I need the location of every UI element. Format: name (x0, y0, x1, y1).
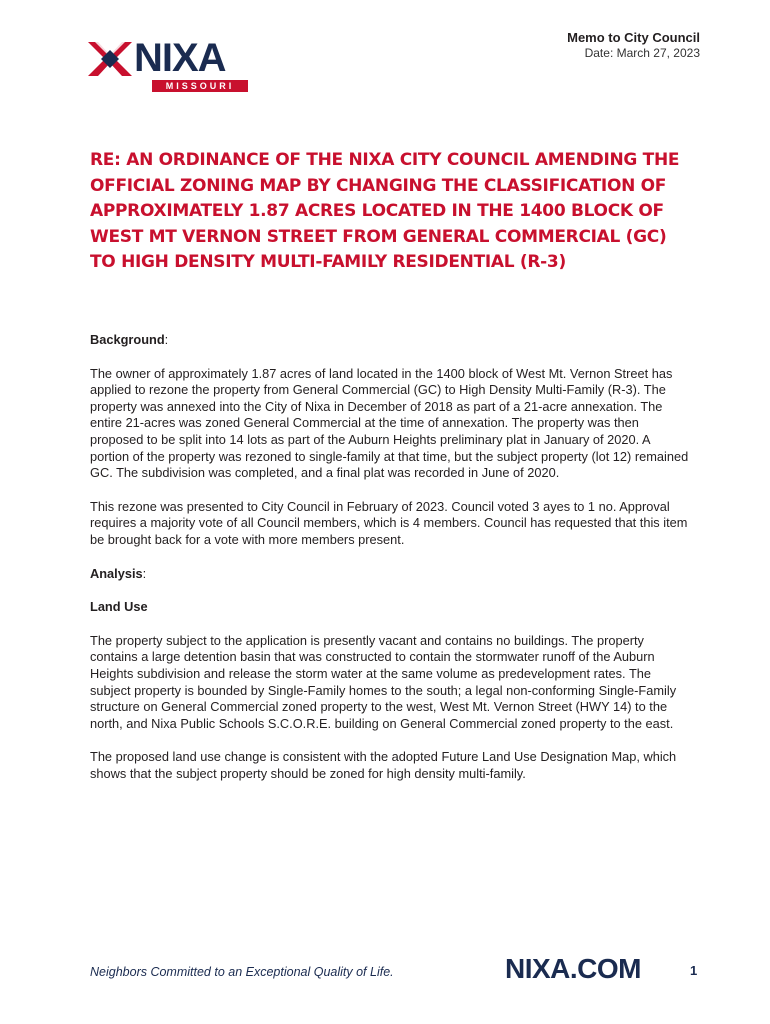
background-paragraph-1: The owner of approximately 1.87 acres of land located in the 1400 block of West Mt. Vernon Street has applied to rezone the property from General Commercial (GC) to High Density Multi-Family (R-3). The property was annexed into the City of Nixa in December of 2018 as part of a 21-acre annexation. The entire 21-acres was zoned General Commercial at the time of annexation. The property was then proposed to be split into 14 lots as part of the Auburn Heights preliminary plat in January of 2020. A portion of the property was rezoned to single-family at that time, but the subject property (lot 12) remained GC. The subdivision was completed, and a final plat was recorded in June of 2020. (90, 365, 689, 481)
logo-subtitle: MISSOURI (152, 80, 248, 92)
memo-title: Memo to City Council (567, 30, 700, 45)
analysis-heading-text: Analysis (90, 565, 143, 581)
logo-wordmark: NIXA (134, 36, 226, 80)
analysis-heading: Analysis: (90, 565, 147, 581)
page-number: 1 (690, 963, 698, 978)
memo-date: Date: March 27, 2023 (584, 46, 700, 60)
land-use-heading: Land Use (90, 599, 148, 615)
background-heading-text: Background (90, 332, 165, 347)
nixa-x-mark-icon (88, 38, 132, 78)
background-paragraph-2: This rezone was presented to City Council in February of 2023. Council voted 3 ayes to 1 no. Approval requires a majority vote of all Council members, which is 4 members. Council has requested that this item be brought back for a vote with more members present. (90, 498, 688, 547)
footer-tagline: Neighbors Committed to an Exceptional Quality of Life. (90, 965, 394, 979)
land-use-paragraph-2: The proposed land use change is consistent with the adopted Future Land Use Designation Map, which shows that the subject property should be zoned for high density multi-family. (90, 749, 677, 781)
memo-header (567, 30, 700, 61)
background-heading: Background: (90, 332, 169, 347)
ordinance-title: RE: AN ORDINANCE OF THE NIXA CITY COUNCIL AMENDING THE OFFICIAL ZONING MAP BY CHANGING THE CLASSIFICATION OF APPROXIMATELY 1.87 ACRES LOCATED IN THE 1400 BLOCK OF WEST MT VERNON STREET FROM GENERAL COMMERCIAL (GC) TO HIGH DENSITY MULTI-FAMILY RESIDENTIAL (R-3) (90, 150, 680, 272)
memo-body (90, 332, 690, 799)
land-use-paragraph-1: The property subject to the application is presently vacant and contains no buildings. The property contains a large detention basin that was constructed to contain the stormwater runoff of the Auburn Heights subdivision and release the storm water at the same volume as predevelopment rates. The subject property is bounded by Single-Family homes to the south; a legal non-conforming Single-Family structure on General Commercial zoned property to the west, West Mt. Vernon Street (HWY 14) to the north, and Nixa Public Schools S.C.O.R.E. building on General Commercial zoned property to the east. (90, 632, 677, 731)
nixa-logo (88, 36, 250, 94)
footer-url: NIXA.COM (505, 953, 641, 984)
